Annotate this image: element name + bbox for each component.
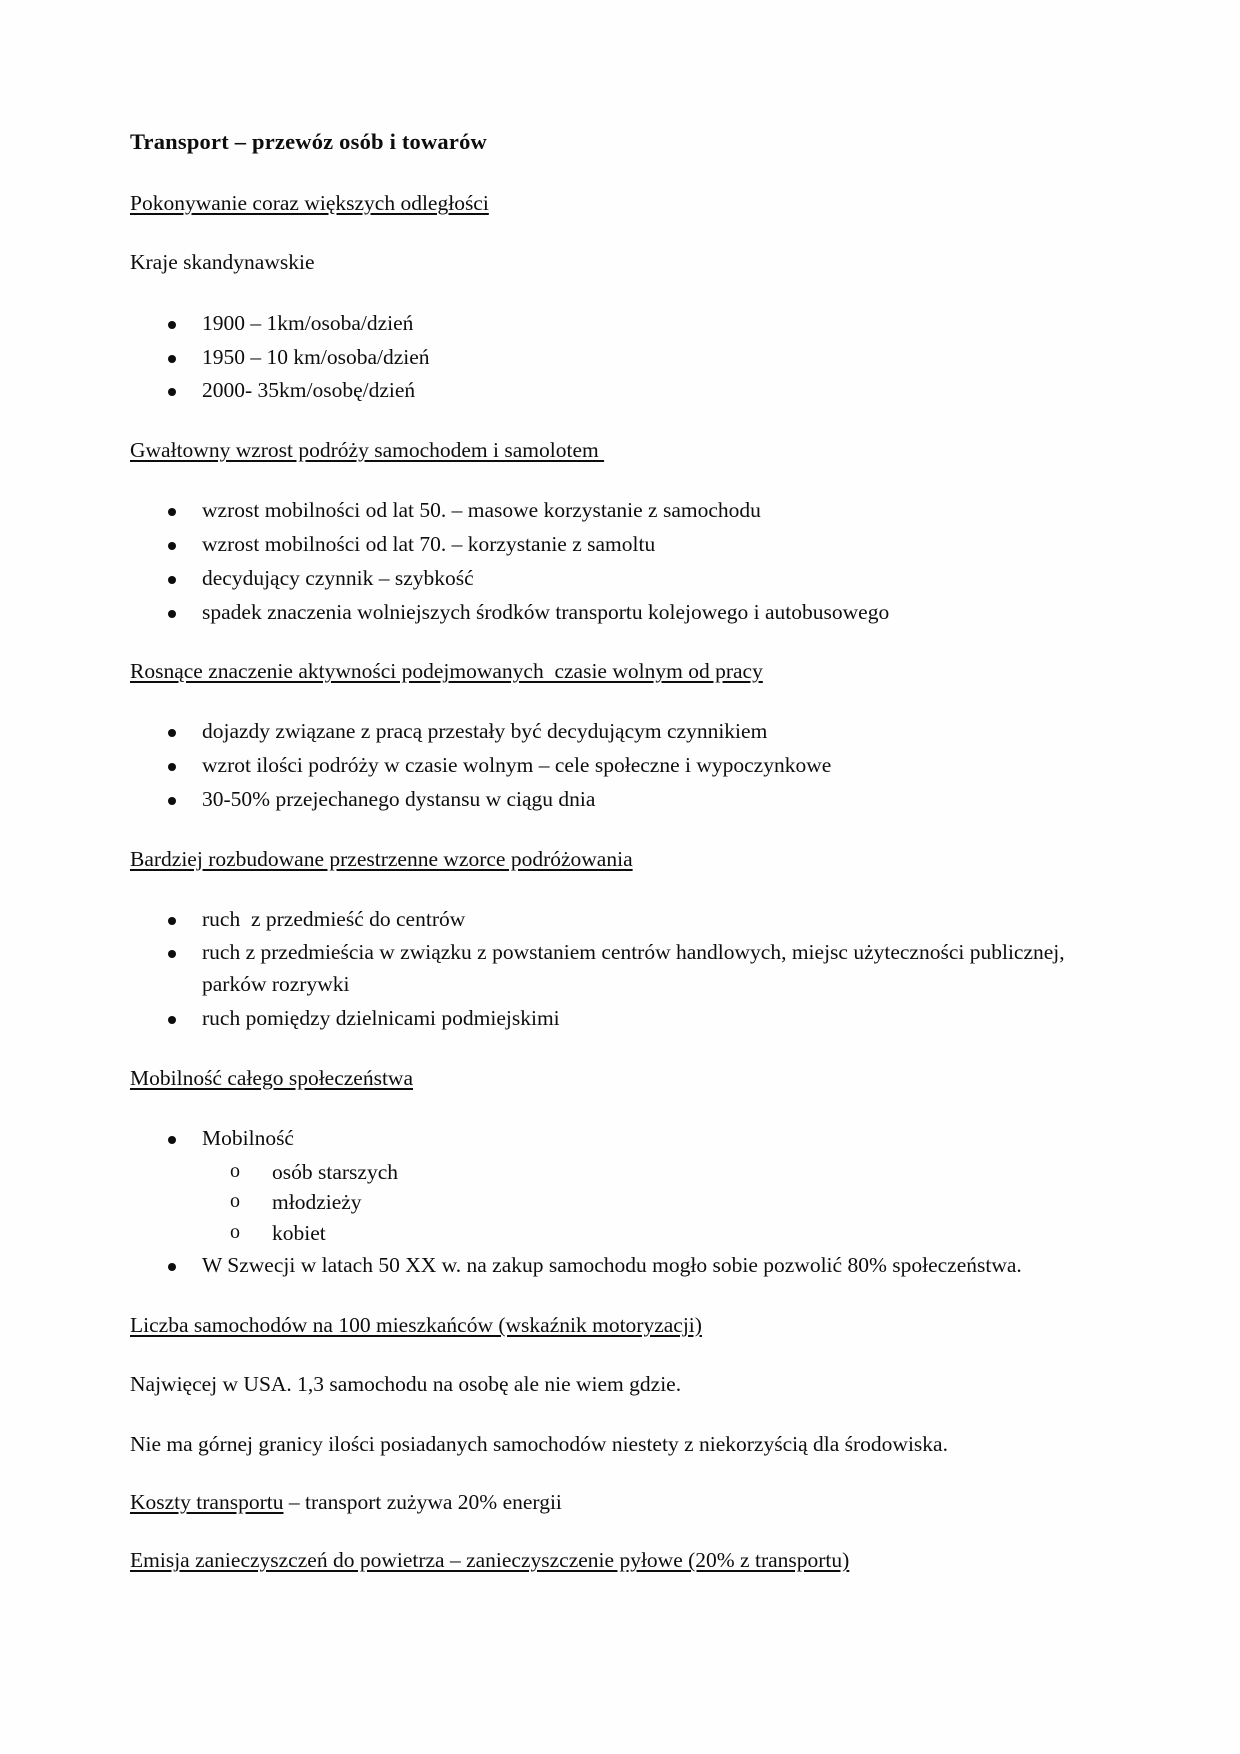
list-item-text: decydujący czynnik – szybkość <box>202 565 474 590</box>
list-item-text: 1900 – 1km/osoba/dzień <box>202 310 414 335</box>
section-heading-text: Gwałtowny wzrost podróży samochodem i samolotem <box>130 438 605 463</box>
sub-list-item <box>202 1187 1112 1218</box>
list-item-text: 1950 – 10 km/osoba/dzień <box>202 344 430 369</box>
list-item-text: Mobilność <box>202 1125 294 1150</box>
list-item <box>130 597 1112 629</box>
section-heading-text: Bardziej rozbudowane przestrzenne wzorce podróżowania <box>130 846 633 871</box>
section-heading-liczba-samochodow <box>130 1312 1112 1340</box>
footer-line-emisja <box>130 1547 1112 1575</box>
list-item-text: spadek znaczenia wolniejszych środków transportu kolejowego i autobusowego <box>202 599 890 624</box>
list-item <box>130 1003 1112 1035</box>
sub-list-item-text: młodzieży <box>272 1190 362 1215</box>
list-item <box>130 563 1112 595</box>
section-heading-text: Liczba samochodów na 100 mieszkańców (wskaźnik motoryzacji) <box>130 1313 702 1338</box>
section-heading-pokonywanie <box>130 190 1112 218</box>
footer-line-koszty-transportu <box>130 1489 1112 1517</box>
page-title: Transport – przewóz osób i towarów <box>130 129 487 154</box>
footer-plain-text: – transport zużywa 20% energii <box>283 1490 562 1515</box>
bullet-list-czas-wolny <box>130 716 1112 815</box>
list-item-text: 2000- 35km/osobę/dzień <box>202 378 416 403</box>
footer-underlined-text: Koszty transportu <box>130 1490 284 1515</box>
footer-underlined-text: Emisja zanieczyszczeń do powietrza – zanieczyszczenie pyłowe (20% z transportu) <box>130 1548 850 1573</box>
list-item-text: 30-50% przejechanego dystansu w ciągu dnia <box>202 786 596 811</box>
bullet-list-wzrost-mobilnosci <box>130 495 1112 628</box>
list-item <box>130 937 1112 1001</box>
section-heading-text: Mobilność całego społeczeństwa <box>130 1065 413 1090</box>
list-item-text: wzrost mobilności od lat 50. – masowe korzystanie z samochodu <box>202 498 761 523</box>
document-content <box>130 128 1112 1605</box>
bullet-list-mobilnosc <box>130 1123 1112 1282</box>
bullet-list-odleglosci <box>130 308 1112 407</box>
list-item-text: ruch z przedmieścia w związku z powstaniem centrów handlowych, miejsc użyteczności publicznej, parków rozrywki <box>202 940 1071 997</box>
sub-list-item-text: osób starszych <box>272 1159 398 1184</box>
bullet-list-ruch <box>130 904 1112 1035</box>
list-item-text: W Szwecji w latach 50 XX w. na zakup samochodu mogło sobie pozwolić 80% społeczeństwa. <box>202 1253 1022 1278</box>
list-item-text: dojazdy związane z pracą przestały być decydującym czynnikiem <box>202 719 768 744</box>
list-item <box>130 716 1112 748</box>
list-item-text: wzrot ilości podróży w czasie wolnym – cele społeczne i wypoczynkowe <box>202 753 832 778</box>
paragraph-usa: Najwięcej w USA. 1,3 samochodu na osobę ale nie wiem gdzie. <box>130 1371 682 1396</box>
list-item <box>130 342 1112 374</box>
list-item <box>130 375 1112 407</box>
sub-bullet-list-grupy <box>202 1157 1112 1249</box>
list-item <box>130 904 1112 936</box>
section-heading-rosnace-znaczenie <box>130 658 1112 686</box>
section-heading-text: Rosnące znaczenie aktywności podejmowanych czasie wolnym od pracy <box>130 659 763 684</box>
paragraph-kraje-skandynawskie: Kraje skandynawskie <box>130 250 315 275</box>
sub-list-item-text: kobiet <box>272 1220 326 1245</box>
section-heading-text: Pokonywanie coraz większych odległości <box>130 191 489 216</box>
list-item <box>130 784 1112 816</box>
list-item <box>130 1123 1112 1248</box>
list-item <box>130 308 1112 340</box>
list-item-text: ruch z przedmieść do centrów <box>202 906 466 931</box>
list-item <box>130 1250 1112 1282</box>
paragraph-gorna-granica: Nie ma górnej granicy ilości posiadanych samochodów niestety z niekorzyścią dla środowiska. <box>130 1431 948 1456</box>
list-item-text: wzrost mobilności od lat 70. – korzystanie z samoltu <box>202 531 656 556</box>
sub-list-item <box>202 1218 1112 1249</box>
section-heading-mobilnosc-spoleczenstwa <box>130 1065 1112 1093</box>
list-item <box>130 495 1112 527</box>
list-item-text: ruch pomiędzy dzielnicami podmiejskimi <box>202 1006 560 1031</box>
section-heading-wzorce-podrozowania <box>130 846 1112 874</box>
list-item <box>130 750 1112 782</box>
list-item <box>130 529 1112 561</box>
section-heading-gwaltowny-wzrost <box>130 437 1112 465</box>
sub-list-item <box>202 1157 1112 1188</box>
